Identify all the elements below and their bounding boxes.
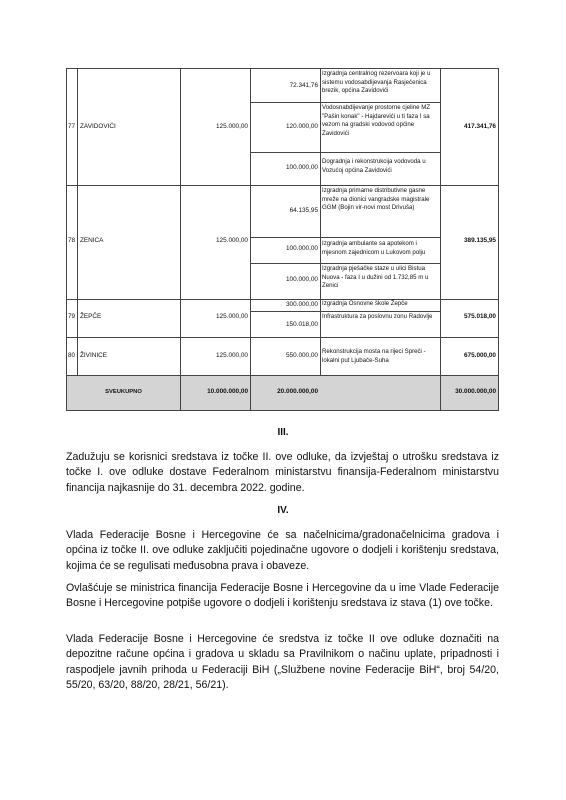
row-number: 78: [68, 237, 76, 244]
project-description: Izgradnja centralnog rezervoara koji je u sistemu vodosabdijevanja Rasječenica brezik, općina Zavidovići: [322, 70, 431, 94]
project-description: Infrastruktura za poslovnu zonu Radovlje: [322, 313, 433, 320]
row-total: 675.000,00: [464, 352, 496, 359]
project-description: Rekonstrukcija mosta na rijeci Spreči - lokalni put Ljubače-Suha: [322, 348, 426, 364]
section-title-iii: III.: [277, 427, 289, 438]
project-description: Izgradnja primarne distributivne gasne mreže na dionici vangradske magistrale GGM (Bojin vir-novi most Drivuša): [322, 187, 430, 211]
row-number: 77: [68, 123, 76, 130]
project-description: Izgradnja ambulante sa apotekom i mjesnom zajednicom u Lukovom polju: [322, 240, 426, 256]
project-description: Izgradnja Osnovne škole Žepče: [322, 300, 408, 307]
allocated-amount: 125.000,00: [216, 237, 248, 244]
project-amount: 100.000,00: [286, 276, 318, 283]
summary-grand-total: 30.000.000,00: [455, 388, 496, 395]
municipality-name: ZAVIDOVIĆI: [80, 123, 116, 130]
municipality-name: ŽEPČE: [80, 313, 102, 320]
project-amount: 120.000,00: [286, 123, 318, 130]
municipality-name: ZENICA: [80, 237, 104, 244]
project-description: Dogradnja i rekonstrukcija vodovoda u Vozućoj općina Zavidovići: [322, 158, 426, 174]
section-iii-paragraph: Zadužuju se korisnici sredstava iz točke II. ove odluke, da izvještaj o utrošku sredstava iz točke I. ove odluke dostave Federalnom ministarstvu finansija-Federalnom ministarstvu financija najkasnije do 31. decembra 2022. godine.: [66, 451, 499, 494]
municipality-name: ŽIVINICE: [80, 352, 107, 359]
project-amount: 100.000,00: [286, 164, 318, 171]
project-amount: 550.000,00: [286, 352, 318, 359]
project-amount: 64.135,95: [289, 207, 318, 214]
summary-label: SVEUKUPNO: [105, 389, 142, 395]
allocated-amount: 125.000,00: [216, 123, 248, 130]
project-amount: 72.341,76: [289, 82, 318, 89]
allocation-table: [66, 68, 499, 411]
row-total: 575.018,00: [464, 313, 496, 320]
project-amount: 300.000,00: [286, 301, 318, 308]
summary-projects-total: 20.000.000,00: [277, 388, 318, 395]
allocated-amount: 125.000,00: [216, 313, 248, 320]
row-number: 79: [68, 313, 76, 320]
row-total: 417.341,76: [464, 123, 496, 130]
row-total: 389.135,95: [464, 237, 496, 244]
project-amount: 150.018,00: [286, 321, 318, 328]
section-title-iv: IV.: [277, 505, 289, 516]
project-description: Izgradnja pješačke staze u ulici Bistua Nuova - faza I u dužini od 1.732,85 m u Zenici: [322, 265, 429, 289]
summary-allocated: 10.000.000,00: [207, 388, 248, 395]
allocated-amount: 125.000,00: [216, 352, 248, 359]
section-iv-paragraph-3: Vlada Federacije Bosne i Hercegovine će sredstva iz točke II ove odluke doznačiti na depozitne račune općina i gradova u skladu sa Pravilnikom o načinu uplate, pripadnosti i raspodjele javnih prihoda u Federaciji BiH („Službene novine Federacije BiH“, broj 54/20, 55/20, 63/20, 88/20, 28/21, 56/21).: [66, 633, 499, 692]
section-iv-paragraph-1: Vlada Federacije Bosne i Hercegovine će sa načelnicima/gradonačelnicima gradova i općina iz točke II. ove odluke zaključiti pojedinačne ugovore o dodjeli i korištenju sredstava, kojima će se regulisati međusobna prava i obaveze.: [66, 529, 499, 572]
row-number: 80: [68, 352, 76, 359]
project-amount: 100.000,00: [286, 245, 318, 252]
project-description: Vodosnabdijevanje prostorne cjeline MZ "Pašin konak" - Hajdarevići u ti faza I sa vezom na gradski vodovod općine Zavidovići: [322, 104, 431, 137]
section-iv-paragraph-2: Ovlašćuje se ministrica financija Federacije Bosne i Hercegovine da u ime Vlade Federacije Bosne i Hercegovine potpiše ugovore o dodjeli i korištenju sredstava iz stava (1) ove točke.: [66, 582, 499, 610]
